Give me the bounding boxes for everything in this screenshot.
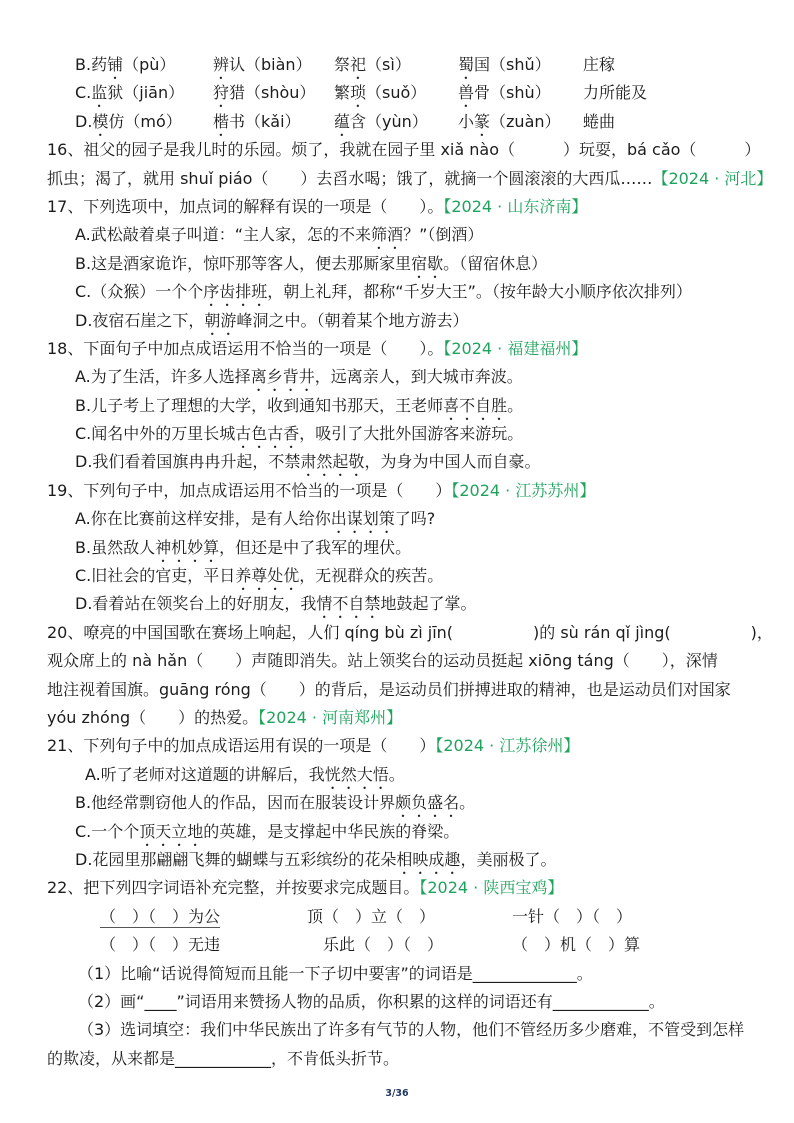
text-run: ____________ [175, 1048, 272, 1068]
text-run: 地鼓起了掌。 [380, 594, 477, 614]
table-cell [307, 931, 512, 959]
table-cell [100, 903, 307, 931]
text-run: 繁 [334, 83, 351, 103]
source-tag: 【2024 · 河南郑州】 [258, 707, 403, 727]
text-run: B.虽然敌人 [75, 537, 156, 557]
text-run: 认（biàn） [229, 55, 312, 74]
text-run: B.他经常剽窃他人的作品，因而在服装设计界 [75, 793, 396, 813]
table-row [47, 903, 768, 931]
text-line [47, 278, 768, 306]
text-run: 蜷曲 [583, 111, 616, 131]
text-line [47, 960, 768, 988]
text-run: （3）选词填空：我们中华民族出了许多有气节的人物，他们不管经历多少磨难，不管受到怎样 [78, 1020, 745, 1040]
text-run: （pù） [123, 55, 176, 74]
table-cell [458, 79, 583, 107]
emphasized-word: 神机妙算 [155, 537, 220, 557]
emphasized-word: 宿歇 [411, 253, 444, 273]
text-line [47, 676, 768, 704]
source-tag: 【2024 · 河北】 [652, 168, 773, 188]
table-cell [512, 903, 768, 931]
text-line [47, 165, 773, 193]
emphasized-word: 辨 [213, 55, 230, 74]
text-run: （sì） [366, 55, 411, 74]
emphasized-word: 篆 [474, 111, 491, 131]
text-run: 观众席上的 nà hǎn（ ）声随即消失。站上领奖台的运动员挺起 xiōng táng（ ），深情 [47, 651, 718, 671]
table-cell [512, 931, 768, 959]
table-row [47, 108, 768, 136]
emphasized-word: 出谋划策 [330, 509, 395, 529]
text-run: _____________ [472, 963, 577, 983]
text-line [47, 1016, 768, 1044]
underlined-phrase: （ ）（ ）为公 [100, 906, 221, 926]
table-cell [213, 79, 334, 107]
emphasized-word: 相映成趣 [396, 849, 461, 869]
text-run: ____________ [552, 991, 649, 1011]
text-run: 地注视着国旗。guāng róng（ ）的背后，是运动员们拼搏进取的精神，也是运动员们对国家 [47, 679, 731, 699]
text-run: ，吸引了大批外国游客来游玩。 [299, 424, 524, 444]
text-run: 17、下列选项中，加点词的解释有误的一项是（ ）。 [47, 196, 444, 216]
text-run: 了吗? [394, 509, 436, 529]
emphasized-word: 琐 [350, 83, 367, 103]
text-run: （1）比喻“话说得简短而且能一下子切中要害”的词语是 [78, 963, 473, 983]
table-cell [307, 903, 512, 931]
text-run: （zuàn） [490, 111, 561, 131]
text-run: ，朝上礼拜，都称“千岁大王”。（按年龄大小顺序依次排列） [267, 282, 692, 302]
text-run: ，美丽极了。 [460, 849, 557, 869]
table-cell [458, 108, 583, 136]
text-line [47, 874, 768, 902]
emphasized-word: 模 [92, 111, 109, 131]
text-line [47, 136, 768, 164]
text-line [47, 619, 773, 647]
text-run: （ ）机（ ）算 [512, 935, 641, 955]
emphasized-word: 朝游 [204, 310, 237, 330]
emphasized-word: 颇负盛名 [395, 793, 460, 813]
table-cell [334, 108, 458, 136]
emphasized-word: 监 [91, 83, 108, 103]
text-run: 。 [459, 793, 476, 813]
emphasized-word: 喜不自胜 [443, 395, 508, 415]
text-line [47, 988, 768, 1016]
emphasized-word: 狩 [213, 83, 230, 103]
emphasized-word: 序齿排班 [203, 282, 268, 302]
text-run: C.闻名中外的万里长城 [75, 424, 236, 444]
source-tag: 【2024 · 福建福州】 [443, 338, 588, 358]
text-run: ”词语用来赞扬人物的品质，你积累的这样的词语还有 [176, 991, 553, 1011]
emphasized-word: 肃然起敬 [300, 452, 365, 472]
text-run: 乐此（ ）（ ） [307, 935, 444, 955]
text-run: D.夜宿石崖之下， [75, 310, 205, 330]
text-line [47, 704, 768, 732]
text-run: 庄稼 [583, 55, 616, 74]
text-run: 16、祖父的园子是我儿时的乐园。烦了，我就在园子里 xiǎ nào（ ）玩耍，bá cǎo（ ） [47, 140, 761, 160]
text-run: 的欺凌，从来都是 [47, 1048, 176, 1068]
text-run: ____ [144, 991, 177, 1011]
emphasized-word: 离乡背井 [250, 367, 315, 387]
text-run: 。 [648, 991, 665, 1011]
table-row [47, 931, 768, 959]
text-run: 。（留宿休息） [443, 253, 548, 273]
text-run: 国（shǔ） [474, 55, 551, 74]
source-tag: 【2024 · 江苏徐州】 [435, 736, 580, 756]
text-line [47, 647, 768, 675]
text-run: C. [75, 83, 92, 103]
table-cell [75, 108, 213, 136]
table-cell [583, 108, 768, 136]
table-cell [334, 79, 458, 107]
emphasized-word: 兽 [458, 83, 475, 103]
page-number: 3/36 [385, 1088, 409, 1099]
text-line [47, 420, 768, 448]
text-line [47, 193, 768, 221]
text-run: ，无视群众的疾苦。 [299, 566, 444, 586]
text-run: 小 [458, 111, 475, 131]
text-line [47, 732, 768, 760]
table-cell [583, 79, 768, 107]
text-run: 力所能及 [583, 83, 648, 103]
table-cell [458, 51, 583, 79]
text-run: A.你在比赛前这样安排，是有人给你 [75, 509, 331, 529]
text-run: C.一个个 [75, 821, 140, 841]
emphasized-word: 筛酒 [371, 225, 404, 245]
text-run: 19、下列句子中，加点成语运用不恰当的一项是（ ） [47, 480, 452, 500]
text-run: 的英雄，是支撑起中华民族的脊梁。 [203, 821, 460, 841]
text-run: 21、下列句子中的加点成语运用有误的一项是（ ） [47, 736, 436, 756]
text-run: ，但还是中了我军的埋伏。 [219, 537, 412, 557]
text-run: 猎（shòu） [229, 83, 316, 103]
table-cell [213, 51, 334, 79]
text-run: D. [75, 111, 93, 131]
text-run: B.药 [75, 55, 108, 74]
table-row [47, 79, 768, 107]
text-run: （suǒ） [366, 83, 427, 103]
text-line [47, 818, 768, 846]
table-cell [334, 51, 458, 79]
source-tag: 【2024 · 山东济南】 [443, 196, 588, 216]
text-run: 峰洞之中。（朝着某个地方游去） [236, 310, 469, 330]
text-line [47, 392, 768, 420]
text-run: （2）画“ [78, 991, 145, 1011]
text-run: B.这是酒家诡诈，惊吓那等客人，便去那厮家里 [75, 253, 412, 273]
emphasized-word: 情不自禁 [316, 594, 381, 614]
source-tag: 【2024 · 陕西宝鸡】 [419, 878, 564, 898]
text-line [47, 534, 768, 562]
text-run: 顶（ ）立（ ） [307, 906, 436, 926]
text-run: C.旧社会的官吏，平日 [75, 566, 236, 586]
text-run: A.武松敲着桌子叫道：“主人家，怎的不来 [75, 225, 372, 245]
emphasized-word: 古色古香 [235, 424, 300, 444]
text-line [47, 505, 768, 533]
text-line [47, 590, 768, 618]
emphasized-word: 养尊处优 [235, 566, 300, 586]
table-cell [75, 79, 213, 107]
text-line [47, 448, 768, 476]
text-run: ，不肯低头折节。 [271, 1048, 400, 1068]
text-run: 书（kǎi） [229, 111, 301, 131]
emphasized-word: 祀 [350, 55, 367, 74]
text-run: （ ）（ ）无违 [100, 935, 221, 955]
emphasized-word: 恍然大悟 [324, 764, 389, 784]
text-line [47, 477, 768, 505]
text-run: 。 [507, 395, 524, 415]
text-run: 狱（jiān） [107, 83, 185, 103]
text-run: C.（众猴）一个个 [75, 282, 204, 302]
text-line [47, 761, 768, 789]
source-tag: 【2024 · 江苏苏州】 [451, 480, 596, 500]
text-line [47, 307, 768, 335]
text-run: 22、把下列四字词语补充完整，并按要求完成题目。 [47, 878, 420, 898]
text-run: 含（yùn） [350, 111, 428, 131]
text-run: 祭 [334, 55, 351, 74]
table-cell [583, 51, 768, 79]
text-run: 。 [388, 764, 405, 784]
text-line [47, 250, 768, 278]
table-cell [100, 931, 307, 959]
text-line [47, 789, 768, 817]
text-run: 18、下面句子中加点成语运用不恰当的一项是（ ）。 [47, 338, 444, 358]
document-body [47, 51, 773, 1073]
text-run: D.花园里那翩翩飞舞的蝴蝶与五彩缤纷的花朵 [75, 849, 397, 869]
text-run: 一针（ ）（ ） [512, 906, 633, 926]
text-run: B.儿子考上了理想的大学，收到通知书那天，王老师 [75, 395, 444, 415]
text-run: yóu zhóng（ ）的热爱。 [47, 707, 259, 727]
text-run: 。 [576, 963, 593, 983]
text-line [47, 562, 768, 590]
table-cell [75, 51, 213, 79]
text-run: 仿（mó） [108, 111, 182, 131]
emphasized-word: 蕴 [334, 111, 351, 131]
text-run: 抓虫；渴了，就用 shuǐ piáo（ ）去舀水喝；饿了，就摘一个圆滚滚的大西瓜…… [47, 168, 653, 188]
text-run: ，为身为中国人而自豪。 [364, 452, 541, 472]
text-run: D.看着站在领奖台上的好朋友，我 [75, 594, 317, 614]
text-run: D.我们看着国旗冉冉升起，不禁 [75, 452, 301, 472]
text-line [47, 363, 768, 391]
text-run: ，远离亲人，到大城市奔波。 [314, 367, 523, 387]
emphasized-word: 铺 [107, 55, 124, 74]
text-line [47, 1045, 768, 1073]
emphasized-word: 楷 [213, 111, 230, 131]
text-run: ？”（倒酒） [403, 225, 484, 245]
text-line [47, 221, 768, 249]
text-run: A.为了生活，许多人选择 [75, 367, 251, 387]
text-run: A.听了老师对这道题的讲解后，我 [85, 764, 325, 784]
text-run: 20、嘹亮的中国国歌在赛场上响起，人们 qíng bù zì jīn( )的 sù rán qǐ jìng( )， [47, 622, 773, 642]
text-line [47, 335, 768, 363]
emphasized-word: 顶天立地 [139, 821, 204, 841]
emphasized-word: 蜀 [458, 55, 475, 74]
table-cell [213, 108, 334, 136]
table-row [47, 51, 768, 79]
text-line [47, 846, 768, 874]
text-run: 骨（shù） [474, 83, 551, 103]
